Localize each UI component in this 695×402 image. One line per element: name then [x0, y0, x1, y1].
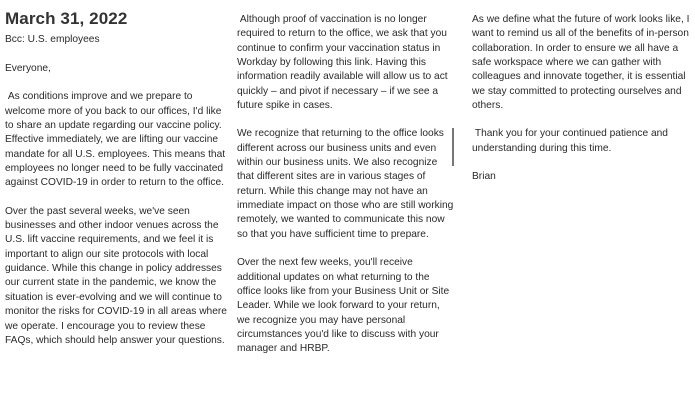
paragraph-return-differences: We recognize that returning to the office looks different across our business units and even within our business units. We also recognize that different sites are in various stages of return. While this change may not have an immediate impact on those who are still working remotely, we wanted to communicate this now so that you have sufficient time to prepare.: [237, 128, 454, 240]
paragraph-thank-you: Thank you for your continued patience and understanding during this time.: [472, 128, 671, 154]
paragraph-vaccine-policy: As conditions improve and we prepare to welcome more of you back to our offices, I'd like to share an update regarding our vaccine policy. Effective immediately, we are lifting our vaccine mandate for all U.S. employees. This means that employees no longer need to be fully vaccinated against COVID-19 in order to return to the office.: [5, 91, 228, 189]
greeting: Everyone,: [5, 63, 51, 74]
column-3: [472, 0, 692, 184]
letter-date: March 31, 2022: [5, 9, 128, 28]
paragraph-future-of-work: As we define what the future of work looks like, I want to remind us all of the benefits of in-person collaboration. In order to ensure we all have a safe workspace where we can gather with colleagues and innovate together, it is essential we stay committed to protecting ourselves and others.: [472, 14, 690, 112]
signature: Brian: [472, 171, 496, 183]
column-2: [237, 0, 455, 357]
paragraph-next-weeks: Over the next few weeks, you'll receive additional updates on what returning to the office looks like from your Business Unit or Site Leader. While we look forward to your return, we recognize you may have personal circumstances you'd like to discuss with your manager and HRBP.: [237, 257, 450, 355]
paragraph-indoor-venues: Over the past several weeks, we've seen businesses and other indoor venues across the U.S. lift vaccine requirements, and we feel it is important to align our site protocols with local guidance. While this change in policy addresses our current state in the pandemic, we know the situation is ever-evolving and we will continue to monitor the risks for COVID-19 in all areas where we operate. I encourage you to review these FAQs, which should help answer your questions.: [5, 205, 227, 346]
column-1: [5, 0, 227, 348]
bcc-line: Bcc: U.S. employees: [5, 34, 100, 45]
vertical-divider: [452, 128, 454, 166]
paragraph-proof-of-vaccination: Although proof of vaccination is no longer required to return to the office, we ask that you continue to confirm your vaccination status in Workday by following this link. Having this information readily available will allow us to act quickly – and pivot if necessary – if we see a future spike in cases.: [237, 14, 451, 112]
